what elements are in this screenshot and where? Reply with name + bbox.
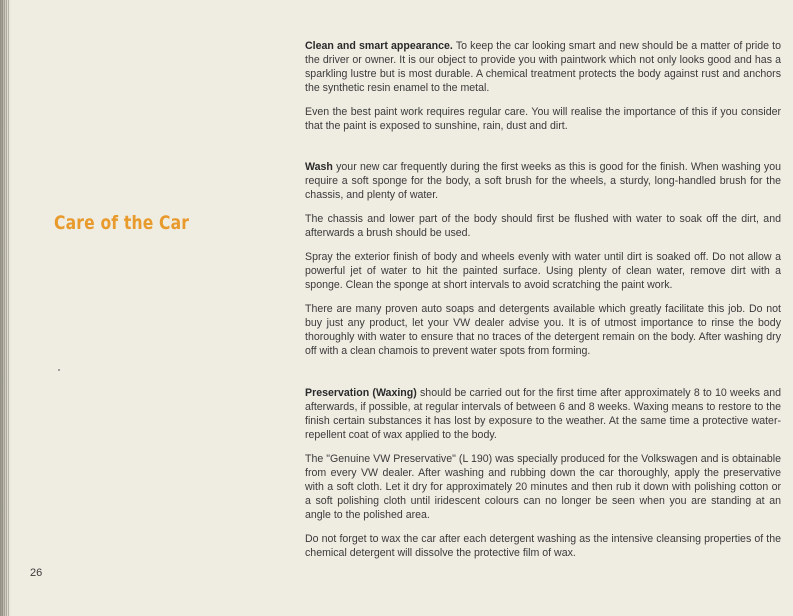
paragraph-text: Even the best paint work requires regular care. You will realise the importance of this if you consider that the paint is exposed to sunshine, rain, dust and dirt. <box>305 106 781 132</box>
paragraph-text: Do not forget to wax the car after each detergent washing as the intensive cleansing properties of the chemical detergent will dissolve the protective film of wax. <box>305 533 781 559</box>
page-heading: Care of the Car <box>54 212 190 234</box>
paragraph-lead: Wash <box>305 161 333 173</box>
paragraph-text: should be carried out for the first time after approximately 8 to 10 weeks and afterwards, if possible, at regular intervals of between 6 and 8 weeks. Waxing means to restore to the finish certain substances it has lost by exposure to the weather. At the same time a protective water-repellent coat of wax applied to the body. <box>305 387 781 441</box>
paragraph-genuine-preservative <box>305 452 781 522</box>
body-text <box>305 39 781 560</box>
print-speck <box>58 369 60 371</box>
paragraph-text: your new car frequently during the first weeks as this is good for the finish. When washing you require a soft sponge for the body, a soft brush for the wheels, a sturdy, long-handled brush for the chassis, and plenty of water. <box>305 161 781 201</box>
paragraph-paint-care <box>305 105 781 133</box>
paragraph-preservation <box>305 386 781 442</box>
paragraph-wash <box>305 160 781 202</box>
paragraph-text: To keep the car looking smart and new should be a matter of pride to the driver or owner. It is our object to provide you with paintwork which not only looks good and has a sparkling lustre but is most durable. A chemical treatment protects the body against rust and anchors the synthetic resin enamel to the metal. <box>305 40 781 94</box>
paragraph-text: The chassis and lower part of the body should first be flushed with water to soak off the dirt, and afterwards a brush should be used. <box>305 213 781 239</box>
paragraph-text: Spray the exterior finish of body and wheels evenly with water until dirt is soaked off. Do not allow a powerful jet of water to hit the painted surface. Using plenty of clean water, remove dirt with a sponge. Clean the sponge at short intervals to avoid scratching the paint work. <box>305 251 781 291</box>
page-number: 26 <box>30 567 43 579</box>
paragraph-text: There are many proven auto soaps and detergents available which greatly facilitate this job. Do not buy just any product, let your VW dealer advise you. It is of utmost importance to rinse the body thoroughly with water to ensure that no traces of the detergent remain on the body. After washing dry off with a clean chamois to prevent water spots from forming. <box>305 303 781 357</box>
page-edges <box>2 0 10 616</box>
paragraph-lead: Clean and smart appearance. <box>305 40 453 52</box>
paragraph-spray <box>305 250 781 292</box>
paragraph-chassis <box>305 212 781 240</box>
paragraph-soaps <box>305 302 781 358</box>
paragraph-clean-appearance <box>305 39 781 95</box>
paragraph-text: The "Genuine VW Preservative" (L 190) was specially produced for the Volkswagen and is obtainable from every VW dealer. After washing and rubbing down the car thoroughly, apply the preservative with a soft cloth. Let it dry for approximately 20 minutes and then rub it down with polishing cotton or a soft polishing cloth until iridescent colours can no longer be seen when you are standing at an angle to the polished area. <box>305 453 781 521</box>
paragraph-wax-reminder <box>305 532 781 560</box>
paragraph-lead: Preservation (Waxing) <box>305 387 417 399</box>
